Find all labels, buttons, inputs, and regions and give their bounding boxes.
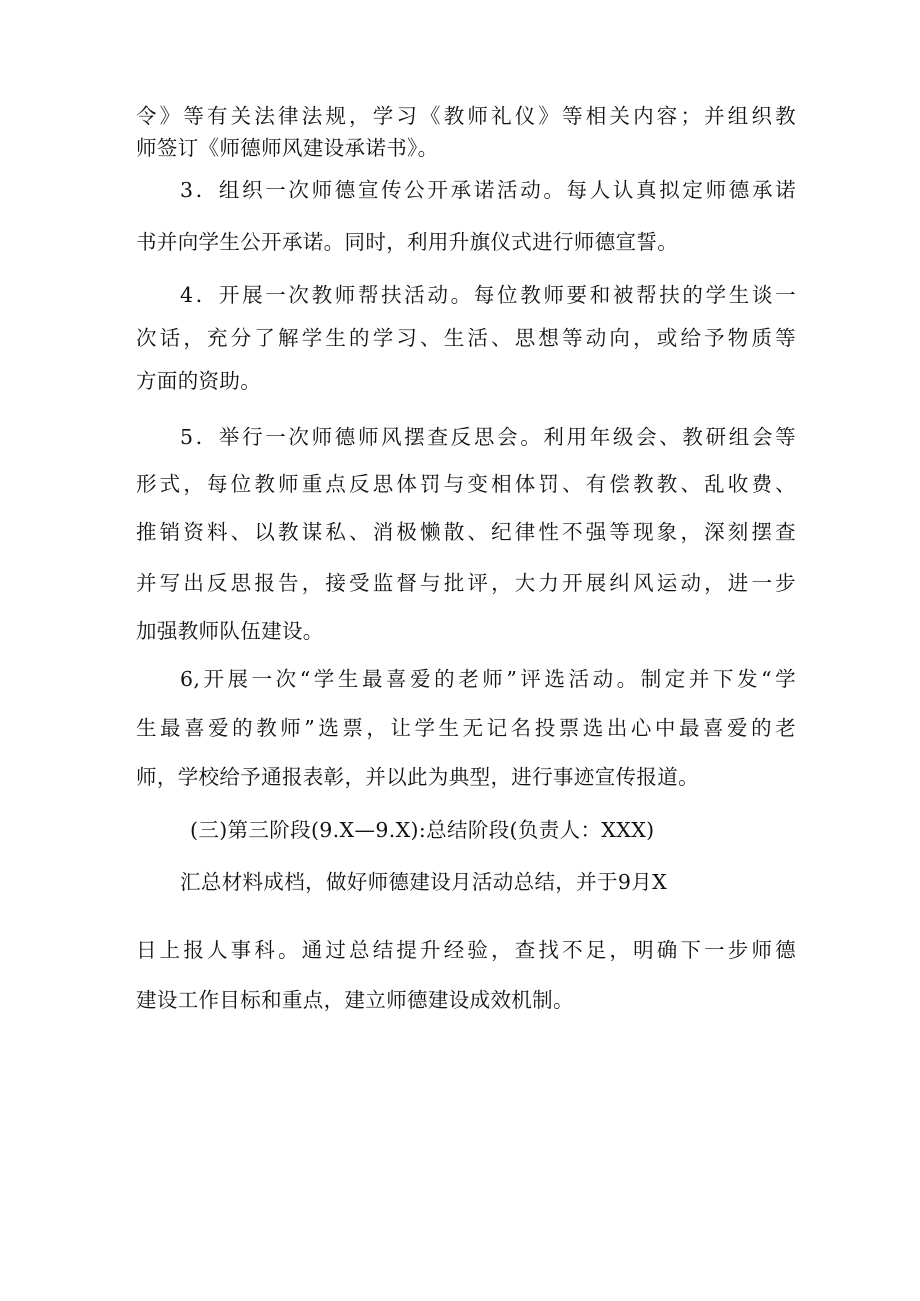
text-line: 书并向学生公开承诺。同时，利用升旗仪式进行师德宣誓。 (136, 230, 679, 254)
text-line: 推销资料、以教谋私、消极懒散、纪律性不强等现象，深刻摆查 (136, 520, 796, 544)
text-line: 次话，充分了解学生的学习、生活、思想等动向，或给予物质等 (136, 326, 796, 350)
text-line: 建设工作目标和重点，建立师德建设成效机制。 (136, 988, 574, 1012)
text-line: 方面的资助。 (136, 369, 262, 393)
section-heading: (三)第三阶段(9.X—9.X):总结阶段(负责人：XXX) (190, 818, 655, 842)
text-line: 6,开展一次“学生最喜爱的老师”评选活动。制定并下发“学 (180, 667, 796, 691)
text-line: 生最喜爱的教师”选票，让学生无记名投票选出心中最喜爱的老 (136, 716, 796, 740)
text-line: 师签订《师德师风建设承诺书》。 (136, 136, 439, 160)
text-line: 5．举行一次师德师风摆查反思会。利用年级会、教研组会等 (180, 425, 796, 449)
text-line: 形式，每位教师重点反思体罚与变相体罚、有偿教教、乱收费、 (136, 472, 796, 496)
text-line: 加强教师队伍建设。 (136, 619, 324, 643)
text-line: 师，学校给予通报表彰，并以此为典型，进行事迹宣传报道。 (136, 765, 699, 789)
text-line: 3．组织一次师德宣传公开承诺活动。每人认真拟定师德承诺 (180, 178, 796, 202)
text-line: 并写出反思报告，接受监督与批评，大力开展纠风运动，进一步 (136, 571, 796, 595)
text-line: 汇总材料成档，做好师德建设月活动总结，并于9月X (180, 870, 668, 894)
text-line: 日上报人事科。通过总结提升经验，查找不足，明确下一步师德 (136, 938, 796, 962)
text-line: 令》等有关法律法规，学习《教师礼仪》等相关内容；并组织教 (136, 104, 796, 128)
text-line: 4．开展一次教师帮扶活动。每位教师要和被帮扶的学生谈一 (180, 283, 796, 307)
